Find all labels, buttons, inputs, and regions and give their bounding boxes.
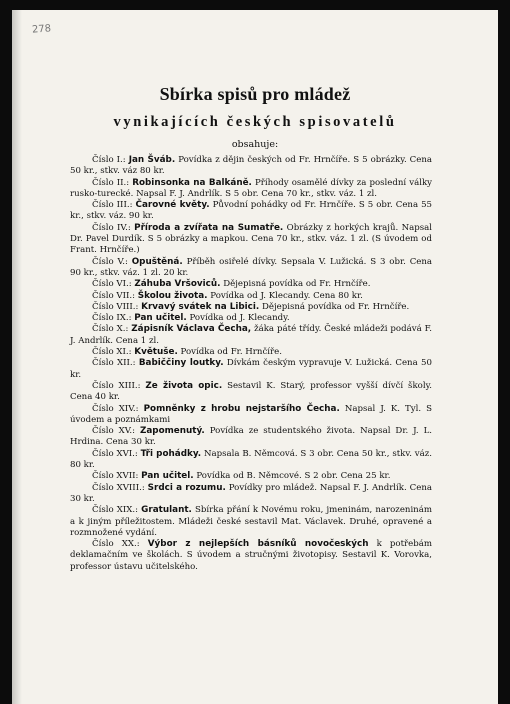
entry-number: Číslo V.: bbox=[92, 256, 128, 267]
list-item bbox=[70, 155, 432, 178]
entry-description: Povídka od J. Klecandy. Cena 80 kr. bbox=[210, 290, 363, 301]
list-item bbox=[70, 279, 432, 290]
entry-number: Číslo XV.: bbox=[92, 426, 136, 437]
list-item bbox=[70, 381, 432, 404]
entry-title: Pan učitel. bbox=[141, 471, 194, 482]
entry-description: Povídka od J. Klecandy. bbox=[189, 313, 290, 324]
entry-description: Povídka od Fr. Hrnčíře. bbox=[180, 347, 282, 358]
entry-title: Krvavý svátek na Libici. bbox=[141, 301, 260, 312]
pencil-page-number: 278 bbox=[31, 23, 52, 36]
list-item bbox=[70, 483, 432, 506]
entry-number: Číslo XVII: bbox=[92, 471, 139, 482]
list-item bbox=[70, 324, 432, 347]
entry-description: k potřebám deklamačním ve školách. S úvodem a stručnými životopisy. Sestavil K. Vorovka, professor ústavu učitelského. bbox=[70, 539, 432, 572]
entry-number: Číslo VI.: bbox=[92, 279, 132, 290]
entry-title: Záhuba Vršoviců. bbox=[134, 279, 221, 290]
entry-number: Číslo VII.: bbox=[92, 290, 136, 301]
entry-description: Dějepisná povídka od Fr. Hrnčíře. bbox=[262, 301, 410, 312]
entry-description: Napsal J. K. Tyl. S úvodem a poznámkami bbox=[70, 403, 433, 425]
entry-number: Číslo XIX.: bbox=[92, 505, 139, 516]
list-item bbox=[70, 471, 432, 482]
page-title: Sbírka spisů pro mládež bbox=[159, 84, 351, 104]
entry-title: Jan Šváb. bbox=[128, 155, 176, 165]
list-item bbox=[70, 449, 432, 472]
entry-title: Zápisník Václava Čecha, bbox=[131, 324, 252, 335]
list-item bbox=[70, 302, 432, 313]
entry-title: Školou života. bbox=[137, 290, 208, 301]
entry-number: Číslo XI.: bbox=[92, 347, 132, 358]
entry-title: Příroda a zvířata na Sumatře. bbox=[134, 222, 284, 233]
entry-description: Povídka od B. Němcové. S 2 obr. Cena 25 kr. bbox=[196, 471, 391, 482]
entry-number: Číslo XX.: bbox=[92, 539, 140, 550]
entry-number: Číslo X.: bbox=[92, 324, 129, 335]
entry-description: Sbírka přání k Novému roku, jmeninám, narozeninám a k jiným příležitostem. Mládeži české sestavil Mat. Václavek. Druhé, opravené a rozmnožené vydání. bbox=[70, 505, 432, 538]
entry-title: Opuštěná. bbox=[131, 256, 183, 267]
entry-number: Číslo IX.: bbox=[92, 313, 132, 324]
entry-number: Číslo XII.: bbox=[92, 358, 136, 369]
entry-description: Dějepisná povídka od Fr. Hrnčíře. bbox=[223, 279, 371, 290]
entry-description: Povídka z dějin českých od Fr. Hrnčíře. S 5 obrázky. Cena 50 kr., stkv. váz 80 kr. bbox=[70, 155, 433, 177]
entry-number: Číslo I.: bbox=[92, 155, 126, 165]
entry-description: Původní pohádky od Fr. Hrnčíře. S 5 obr. Cena 55 kr., stkv. váz. 90 kr. bbox=[70, 200, 433, 222]
entry-list bbox=[70, 155, 432, 573]
list-item bbox=[70, 404, 432, 427]
entry-title: Výbor z nejlepších básníků novočeských bbox=[147, 539, 369, 550]
entry-title: Zapomenutý. bbox=[139, 426, 205, 437]
entry-description: Povídky pro mládež. Napsal F. J. Andrlík. Cena 30 kr. bbox=[70, 482, 432, 504]
entry-title: Ze života opic. bbox=[145, 380, 223, 391]
entry-title: Robinsonka na Balkáně. bbox=[132, 177, 252, 188]
entry-description: Povídka ze studentského života. Napsal Dr. J. L. Hrdina. Cena 30 kr. bbox=[70, 426, 433, 448]
entry-description: Sestavil K. Starý, professor vyšší dívčí školy. Cena 40 kr. bbox=[70, 380, 433, 403]
entry-number: Číslo XVIII.: bbox=[92, 482, 145, 493]
list-item bbox=[70, 539, 432, 573]
page-subtitle: vynikajících českých spisovatelů bbox=[113, 114, 397, 130]
list-item bbox=[70, 426, 432, 449]
entry-description: žáka páté třídy. České mládeži podává F. J. Andrlík. Cena 1 zl. bbox=[70, 324, 432, 346]
entry-number: Číslo IV.: bbox=[92, 222, 131, 233]
entry-number: Číslo VIII.: bbox=[92, 301, 139, 312]
entry-title: Srdci a rozumu. bbox=[147, 482, 226, 493]
list-item bbox=[70, 178, 432, 201]
list-item bbox=[70, 200, 432, 223]
entry-title: Gratulant. bbox=[141, 505, 192, 516]
entry-title: Květuše. bbox=[134, 347, 178, 358]
entry-number: Číslo II.: bbox=[92, 177, 130, 188]
list-item bbox=[70, 505, 432, 539]
entry-description: Příběh osiřelé dívky. Sepsala V. Lužická. S 3 obr. Cena 90 kr., stkv. váz. 1 zl. 20 kr. bbox=[70, 256, 433, 278]
document-page bbox=[12, 10, 498, 704]
entry-title: Pomněnky z hrobu nejstaršího Čecha. bbox=[143, 403, 340, 414]
entry-description: Napsala B. Němcová. S 3 obr. Cena 50 kr., stkv. váz. 80 kr. bbox=[70, 448, 433, 471]
entry-number: Číslo XIV.: bbox=[92, 403, 139, 414]
entry-title: Pan učitel. bbox=[134, 313, 187, 324]
entry-description: Dívkám českým vypravuje V. Lužická. Cena 50 kr. bbox=[70, 358, 432, 380]
entry-title: Tři pohádky. bbox=[140, 448, 202, 459]
entry-description: Příhody osamělé dívky za poslední války rusko-turecké. Napsal F. J. Andrlík. S 5 obr. Cena 70 kr., stkv. váz. 1 zl. bbox=[70, 177, 433, 199]
entry-description: Obrázky z horkých krajů. Napsal Dr. Pavel Durdík. S 5 obrázky a mapkou. Cena 70 kr., stkv. váz. 1 zl. (S úvodem od Frant. Hrnčíře.) bbox=[70, 222, 433, 256]
entry-title: Babiččiny loutky. bbox=[138, 358, 224, 369]
entry-number: Číslo XIII.: bbox=[92, 380, 141, 391]
list-item bbox=[70, 223, 432, 257]
list-item bbox=[70, 257, 432, 280]
list-item bbox=[70, 313, 432, 324]
contents-label: obsahuje: bbox=[231, 139, 279, 150]
list-item bbox=[70, 358, 432, 381]
entry-title: Čarovné květy. bbox=[135, 200, 210, 211]
entry-number: Číslo III.: bbox=[92, 200, 133, 211]
list-item bbox=[70, 291, 432, 302]
list-item bbox=[70, 347, 432, 358]
entry-number: Číslo XVI.: bbox=[92, 448, 138, 459]
